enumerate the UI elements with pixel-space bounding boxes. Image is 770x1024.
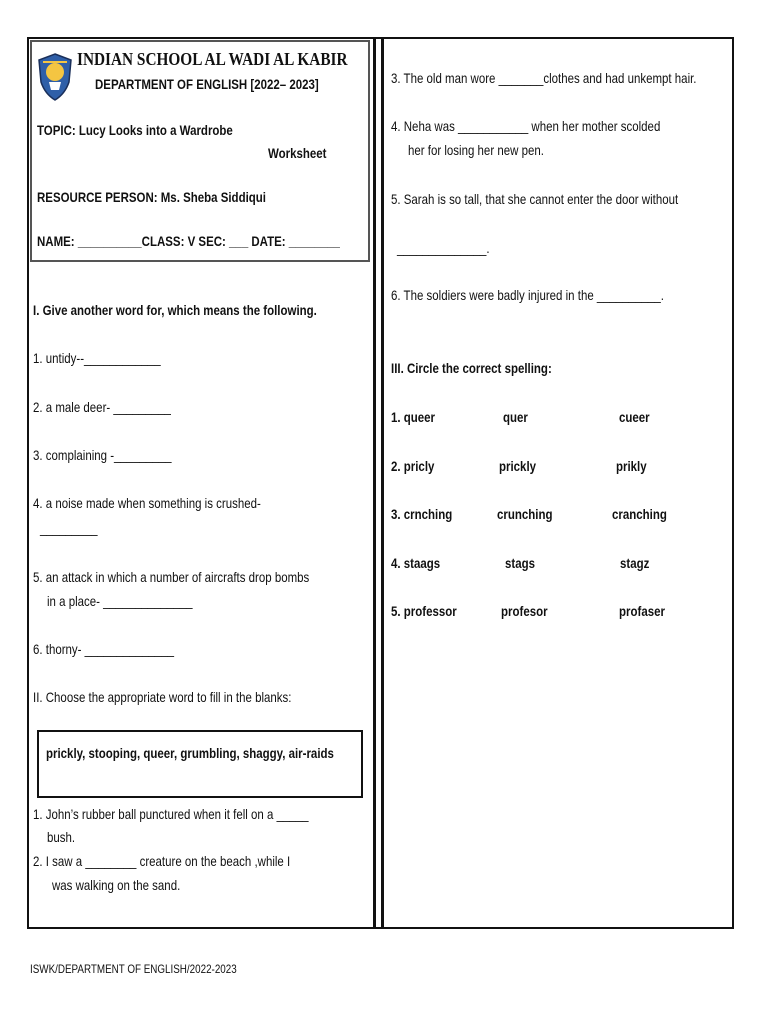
school-crest-icon — [37, 52, 73, 102]
question-item: 3. complaining -_________ — [33, 447, 172, 463]
question-item: 5. Sarah is so tall, that she cannot enter the door without — [391, 191, 679, 207]
spelling-option: profesor — [501, 603, 548, 619]
department-title: DEPARTMENT OF ENGLISH [2022– 2023] — [95, 76, 319, 92]
spelling-option: cueer — [619, 409, 650, 425]
topic-line: TOPIC: Lucy Looks into a Wardrobe — [37, 122, 233, 138]
spelling-option: crunching — [497, 506, 553, 522]
resource-person: RESOURCE PERSON: Ms. Sheba Siddiqui — [37, 189, 266, 205]
spelling-option: 4. staags — [391, 555, 441, 571]
question-item: her for losing her new pen. — [408, 142, 544, 158]
spelling-option: 1. queer — [391, 409, 436, 425]
question-item: bush. — [47, 829, 76, 845]
spelling-option: stagz — [620, 555, 650, 571]
column-divider — [373, 37, 376, 929]
spelling-option: prickly — [499, 458, 537, 474]
question-item: 2. a male deer- _________ — [33, 399, 171, 415]
spelling-option: 2. pricly — [391, 458, 435, 474]
footer: ISWK/DEPARTMENT OF ENGLISH/2022-2023 — [30, 962, 237, 976]
spelling-option: quer — [503, 409, 528, 425]
question-item: 4. a noise made when something is crushed- — [33, 495, 261, 511]
question-item: 1. untidy--____________ — [33, 350, 161, 366]
question-item: _________ — [40, 520, 98, 536]
question-item: was walking on the sand. — [52, 877, 181, 893]
question-item: 5. an attack in which a number of aircrafts drop bombs — [33, 569, 310, 585]
spelling-option: prikly — [616, 458, 647, 474]
section3-heading: III. Circle the correct spelling: — [391, 360, 552, 376]
question-item: 6. The soldiers were badly injured in the __________. — [391, 287, 664, 303]
spelling-option: 5. professor — [391, 603, 457, 619]
school-name: INDIAN SCHOOL AL WADI AL KABIR — [77, 49, 348, 69]
question-item: 6. thorny- ______________ — [33, 641, 175, 657]
word-bank: prickly, stooping, queer, grumbling, shaggy, air-raids — [46, 745, 334, 761]
section2-heading: II. Choose the appropriate word to fill in the blanks: — [33, 689, 292, 705]
name-class-line: NAME: __________CLASS: V SEC: ___ DATE: ________ — [37, 233, 340, 249]
spelling-option: stags — [505, 555, 535, 571]
question-item: 3. The old man wore _______clothes and had unkempt hair. — [391, 70, 697, 86]
question-item: in a place- ______________ — [47, 593, 193, 609]
spelling-option: 3. crnching — [391, 506, 453, 522]
section1-heading: I. Give another word for, which means the following. — [33, 302, 317, 318]
column-divider — [381, 37, 384, 929]
worksheet-label: Worksheet — [268, 145, 327, 161]
question-item: ______________. — [397, 240, 490, 256]
spelling-option: profaser — [619, 603, 665, 619]
question-item: 4. Neha was ___________ when her mother scolded — [391, 118, 661, 134]
question-item: 2. I saw a ________ creature on the beach ,while I — [33, 853, 291, 869]
question-item: 1. John’s rubber ball punctured when it fell on a _____ — [33, 806, 309, 822]
spelling-option: cranching — [612, 506, 667, 522]
